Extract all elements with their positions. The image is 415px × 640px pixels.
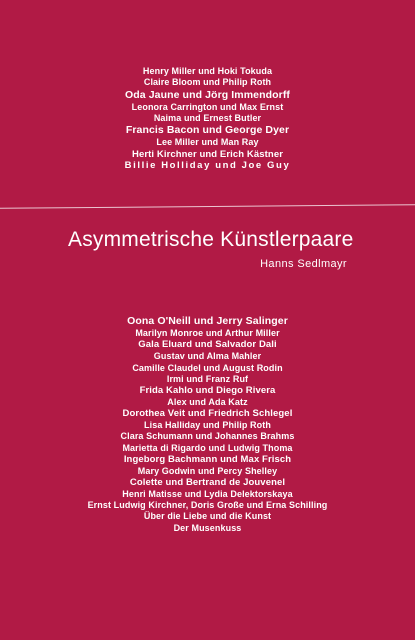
list-item: Colette und Bertrand de Jouvenel [129,476,286,488]
list-item: Ernst Ludwig Kirchner, Doris Große und Erna Schilling [87,500,328,510]
list-item: Oona O'Neill und Jerry Salinger [127,315,288,327]
list-item: Irmi und Franz Ruf [166,373,249,384]
list-item: Lee Miller und Man Ray [156,137,259,148]
list-item: Henry Miller und Hoki Tokuda [142,66,273,76]
list-item: Camille Claudel und August Rodin [132,362,283,373]
divider-line [0,204,415,209]
list-item: Leonora Carrington und Max Ernst [131,101,284,112]
list-item: Henri Matisse und Lydia Delektorskaya [122,488,293,499]
bottom-name-list [0,315,415,534]
list-item: Naima und Ernest Butler [153,112,262,123]
list-item: Francis Bacon und George Dyer [125,124,290,137]
list-item: Alex und Ada Katz [167,396,248,407]
list-item: Marilyn Monroe und Arthur Miller [135,328,280,339]
top-name-list [0,66,415,172]
list-item: Clara Schumann und Johannes Brahms [120,431,295,442]
list-item: Lisa Halliday und Philip Roth [144,420,271,430]
book-author: Hanns Sedlmayr [260,258,347,270]
list-item: Claire Bloom und Philip Roth [143,77,272,88]
book-title: Asymmetrische Künstlerpaare [68,228,354,251]
list-item: Ingeborg Bachmann und Max Frisch [123,453,292,465]
list-item: Gustav und Alma Mahler [153,351,262,362]
list-item: Billie Holliday und Joe Guy [124,160,291,172]
list-item: Über die Liebe und die Kunst [143,511,272,522]
list-item: Herti Kirchner und Erich Kästner [131,148,283,160]
list-item: Gala Eluard und Salvador Dali [138,339,277,351]
list-item: Der Musenkuss [173,522,242,533]
list-item: Dorothea Veit und Friedrich Schlegel [122,408,293,420]
list-item: Oda Jaune und Jörg Immendorff [124,88,291,101]
list-item: Frida Kahlo und Diego Rivera [139,385,276,396]
list-item: Mary Godwin und Percy Shelley [137,465,278,476]
list-item: Marietta di Rigardo und Ludwig Thoma [122,442,293,453]
